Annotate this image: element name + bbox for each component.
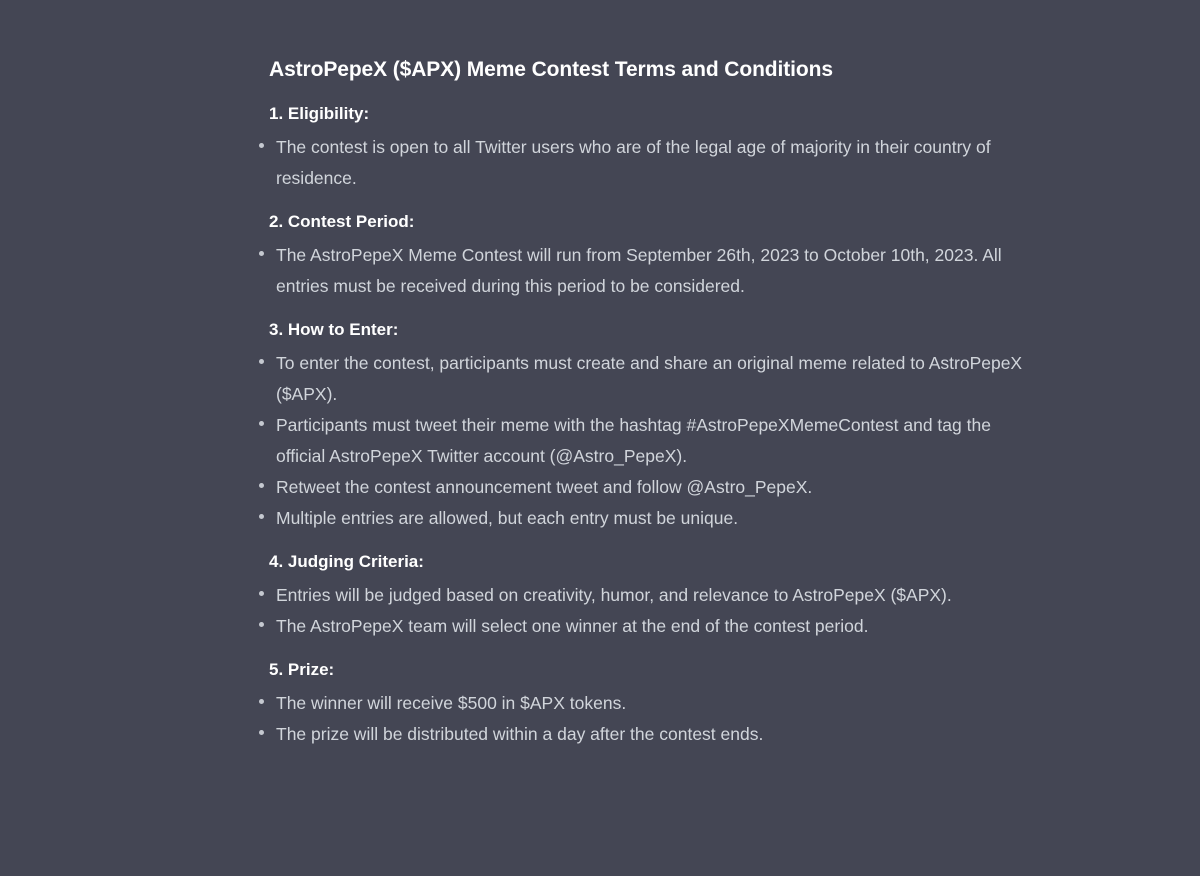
list-item — [269, 719, 1029, 750]
bullet-icon — [259, 359, 264, 364]
list-item-text: To enter the contest, participants must create and share an original meme related to AstroPepeX ($APX). — [276, 353, 1023, 404]
bullet-list — [269, 132, 1029, 194]
list-item — [269, 688, 1029, 719]
list-item-text: The contest is open to all Twitter users who are of the legal age of majority in their country of residence. — [276, 137, 991, 188]
list-item — [269, 503, 1029, 534]
list-item — [269, 410, 1029, 472]
list-item — [269, 348, 1029, 410]
list-item — [269, 132, 1029, 194]
list-item-text: Retweet the contest announcement tweet and follow @Astro_PepeX. — [276, 477, 813, 497]
list-item-text: The prize will be distributed within a day after the contest ends. — [276, 724, 764, 744]
list-item — [269, 472, 1029, 503]
bullet-icon — [259, 421, 264, 426]
bullet-icon — [259, 143, 264, 148]
section-prize — [269, 656, 1029, 750]
section-contest-period — [269, 208, 1029, 302]
bullet-icon — [259, 514, 264, 519]
list-item-text: The AstroPepeX team will select one winner at the end of the contest period. — [276, 616, 869, 636]
section-heading: 1. Eligibility: — [269, 104, 370, 123]
list-item — [269, 611, 1029, 642]
list-item — [269, 580, 1029, 611]
bullet-icon — [259, 591, 264, 596]
section-eligibility — [269, 100, 1029, 194]
bullet-icon — [259, 699, 264, 704]
list-item-text: The winner will receive $500 in $APX tokens. — [276, 693, 627, 713]
document-title: AstroPepeX ($APX) Meme Contest Terms and Conditions — [269, 58, 833, 81]
bullet-list — [269, 240, 1029, 302]
list-item-text: Entries will be judged based on creativity, humor, and relevance to AstroPepeX ($APX). — [276, 585, 952, 605]
section-heading: 4. Judging Criteria: — [269, 552, 424, 571]
list-item-text: Multiple entries are allowed, but each entry must be unique. — [276, 508, 739, 528]
bullet-list — [269, 580, 1029, 642]
message-content — [269, 54, 1029, 764]
bullet-icon — [259, 483, 264, 488]
bullet-icon — [259, 251, 264, 256]
bullet-list — [269, 348, 1029, 534]
bullet-icon — [259, 622, 264, 627]
bullet-list — [269, 688, 1029, 750]
section-heading: 2. Contest Period: — [269, 212, 415, 231]
list-item-text: Participants must tweet their meme with the hashtag #AstroPepeXMemeContest and tag the official AstroPepeX Twitter account (@Astro_PepeX). — [276, 415, 991, 466]
section-judging-criteria — [269, 548, 1029, 642]
list-item-text: The AstroPepeX Meme Contest will run from September 26th, 2023 to October 10th, 2023. All entries must be received during this period to be considered. — [276, 245, 1002, 296]
list-item — [269, 240, 1029, 302]
section-heading: 5. Prize: — [269, 660, 335, 679]
section-how-to-enter — [269, 316, 1029, 534]
section-heading: 3. How to Enter: — [269, 320, 399, 339]
bullet-icon — [259, 730, 264, 735]
